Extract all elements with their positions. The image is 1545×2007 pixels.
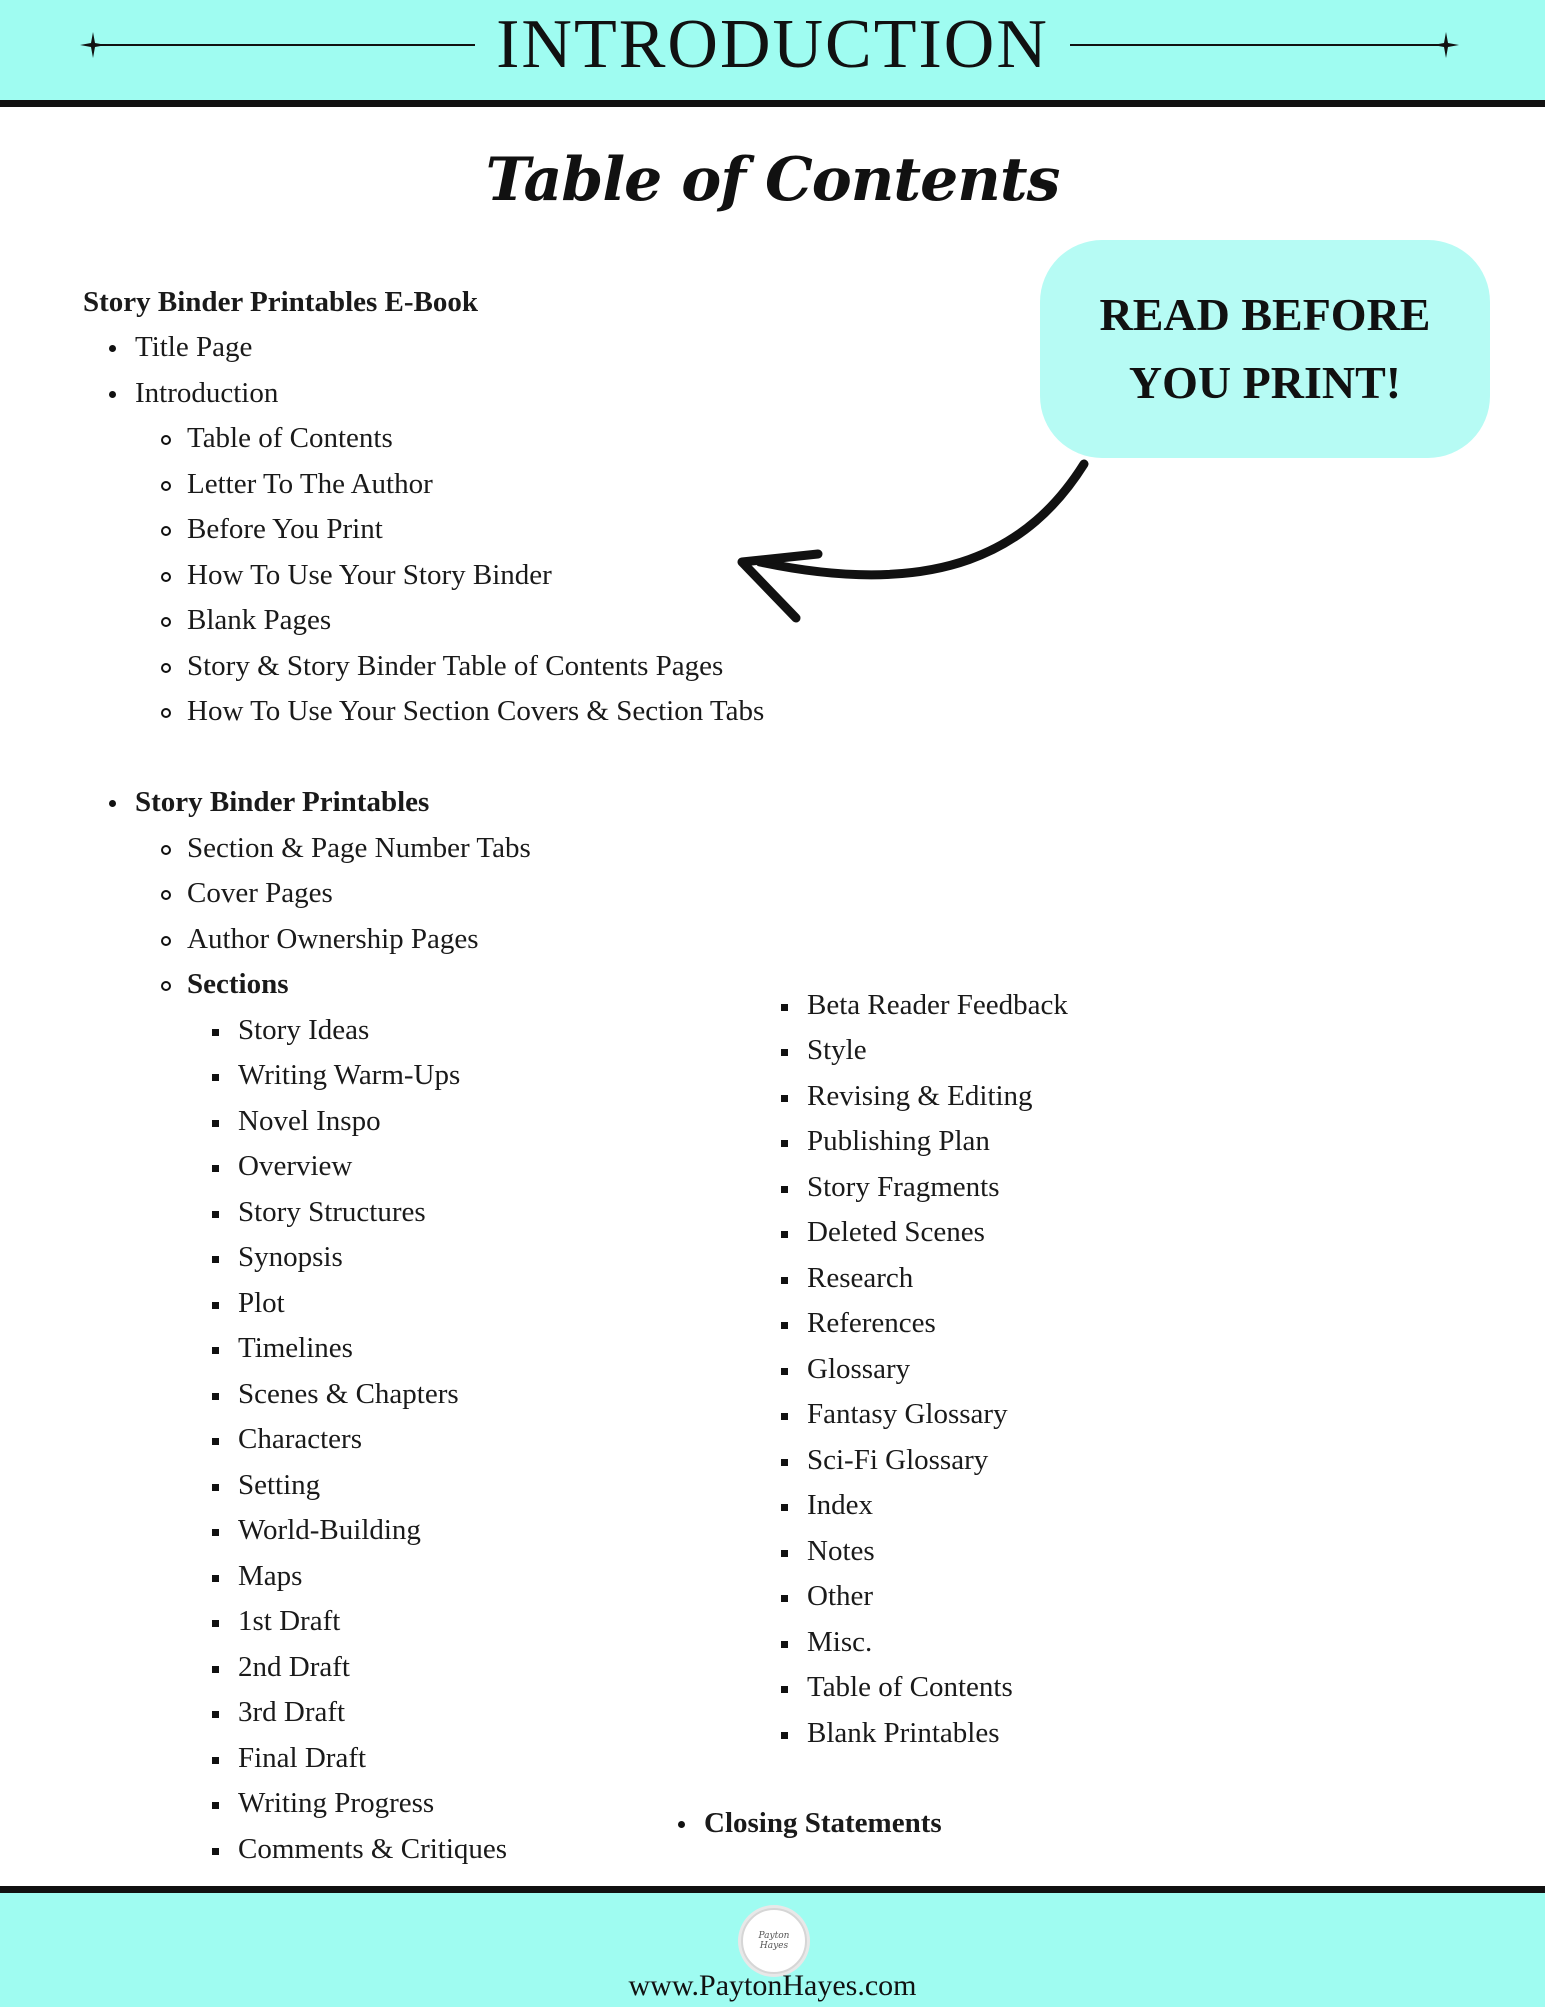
toc-section-item: Comments & Critiques: [238, 1827, 507, 1873]
read-before-print-callout: [1040, 240, 1490, 458]
toc-section-item: Deleted Scenes: [807, 1210, 985, 1256]
toc-section-item: Publishing Plan: [807, 1119, 990, 1165]
toc-section-item: Writing Warm-Ups: [238, 1053, 460, 1099]
toc-section-item: Beta Reader Feedback: [807, 983, 1068, 1029]
toc-section-item: Misc.: [807, 1620, 872, 1666]
toc-section-item: Writing Progress: [238, 1781, 434, 1827]
toc-item-introduction: Introduction: [135, 371, 278, 417]
footer-url[interactable]: www.PaytonHayes.com: [628, 1969, 917, 2002]
toc-section-item: 1st Draft: [238, 1599, 340, 1645]
toc-sections-heading: Sections: [187, 962, 289, 1008]
header-title: INTRODUCTION: [496, 6, 1049, 83]
toc-section-item: Revising & Editing: [807, 1074, 1033, 1120]
toc-section-item: Fantasy Glossary: [807, 1392, 1008, 1438]
toc-section-item: Synopsis: [238, 1235, 343, 1281]
toc-intro-item: How To Use Your Section Covers & Section Tabs: [187, 689, 764, 735]
toc-intro-item: Blank Pages: [187, 598, 331, 644]
toc-intro-item: Table of Contents: [187, 416, 393, 462]
toc-section-item: Table of Contents: [807, 1665, 1013, 1711]
toc-section-item: Novel Inspo: [238, 1099, 381, 1145]
toc-item-closing-statements: Closing Statements: [704, 1801, 942, 1847]
toc-section-item: Final Draft: [238, 1736, 366, 1782]
toc-section-item: Sci-Fi Glossary: [807, 1438, 988, 1484]
header-band: [0, 0, 1545, 107]
toc-section-item: 3rd Draft: [238, 1690, 345, 1736]
curved-arrow-icon: [700, 440, 1100, 640]
toc-section-item: Timelines: [238, 1326, 353, 1372]
toc-section-item: Glossary: [807, 1347, 910, 1393]
toc-section-item: Plot: [238, 1281, 285, 1327]
toc-item-story-binder-printables: Story Binder Printables: [135, 780, 429, 826]
toc-section-item: Research: [807, 1256, 913, 1302]
toc-section-item: Notes: [807, 1529, 875, 1575]
callout-text: READ BEFORE YOU PRINT!: [1099, 289, 1431, 408]
toc-printables-item: Cover Pages: [187, 871, 333, 917]
payton-hayes-logo: [741, 1908, 807, 1974]
page-title: Table of Contents: [485, 145, 1060, 215]
toc-intro-item: How To Use Your Story Binder: [187, 553, 552, 599]
toc-section-item: Characters: [238, 1417, 362, 1463]
toc-section-item: Story Structures: [238, 1190, 426, 1236]
toc-section-item: Scenes & Chapters: [238, 1372, 459, 1418]
toc-book-title: Story Binder Printables E-Book: [83, 286, 479, 318]
toc-intro-item: Story & Story Binder Table of Contents Pages: [187, 644, 723, 690]
toc-section-item: Blank Printables: [807, 1711, 1000, 1757]
toc-section-item: World-Building: [238, 1508, 421, 1554]
toc-section-item: Style: [807, 1028, 867, 1074]
toc-item-title-page: Title Page: [135, 325, 252, 371]
toc-printables-item: Author Ownership Pages: [187, 917, 479, 963]
toc-printables-item: Section & Page Number Tabs: [187, 826, 531, 872]
toc-section-item: 2nd Draft: [238, 1645, 350, 1691]
logo-text: Payton Hayes: [758, 1931, 790, 1951]
toc-section-item: Maps: [238, 1554, 302, 1600]
toc-section-item: References: [807, 1301, 936, 1347]
toc-section-item: Other: [807, 1574, 873, 1620]
toc-intro-item: Letter To The Author: [187, 462, 433, 508]
toc-section-item: Index: [807, 1483, 873, 1529]
toc-section-item: Story Ideas: [238, 1008, 369, 1054]
toc-intro-item: Before You Print: [187, 507, 383, 553]
toc-section-item: Story Fragments: [807, 1165, 1000, 1211]
toc-section-item: Setting: [238, 1463, 320, 1509]
toc-section-item: Overview: [238, 1144, 352, 1190]
